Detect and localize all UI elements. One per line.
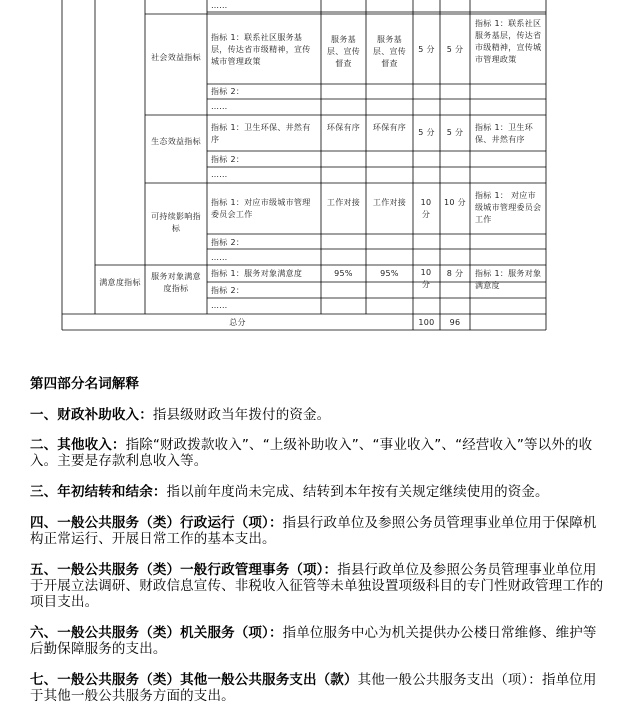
- term-desc: 指除“财政拨款收入”、“上级补助收入”、“事业收入”、“经营收入”等以外的收入。主要是存款利息收入等。: [30, 437, 593, 469]
- satisfaction-label: 服务对象满意度指标: [151, 272, 201, 293]
- term-name: 六、一般公共服务（类）机关服务（项）：: [30, 625, 283, 641]
- sustain-actual: 工作对接: [372, 198, 407, 207]
- satisfaction-target: 95%: [334, 269, 353, 278]
- eco-dots: ……: [211, 170, 228, 179]
- term-item: [30, 672, 608, 704]
- social-weight: 5 分: [418, 45, 435, 54]
- sustain-indicator-1: 指标 1：对应市级城市管理委员会工作: [211, 198, 311, 219]
- satisfaction-score: 8 分: [446, 269, 464, 278]
- sustain-dots: ……: [211, 253, 228, 262]
- total-weight: 100: [418, 318, 435, 327]
- satisfaction-weight: 10 分: [420, 268, 432, 289]
- satisfaction-indicator-1: 指标 1：服务对象满意度: [211, 269, 303, 278]
- social-benefit-label: 社会效益指标: [151, 53, 201, 62]
- term-desc: 指县行政单位及参照公务员管理事业单位用于开展立法调研、财政信息宣传、非税收入征管等未单独设置项级科目的专门性财政管理工作的项目支出。: [30, 562, 604, 610]
- sustain-target: 工作对接: [326, 198, 361, 207]
- term-item: [30, 437, 608, 469]
- total-label: 总分: [229, 318, 246, 327]
- social-target: 服务基层、宣传督查: [326, 35, 361, 68]
- term-desc: 指单位服务中心为机关提供办公楼日常维修、维护等后勤保障服务的支出。: [30, 625, 597, 657]
- social-note: 指标 1：联系社区服务基层，传达省市级精神，宣传城市管理政策: [475, 19, 542, 64]
- eco-indicator-1: 指标 1：卫生环保、井然有序: [211, 123, 311, 144]
- social-indicator-2: 指标 2：: [211, 87, 245, 96]
- term-name: 五、一般公共服务（类）一般行政管理事务（项）：: [30, 562, 338, 578]
- sustain-note: 指标 1： 对应市级城市管理委员会工作: [475, 191, 542, 224]
- eco-benefit-label: 生态效益指标: [151, 137, 201, 146]
- section-title: 第四部分名词解释: [30, 376, 140, 392]
- satisfaction-dots: ……: [211, 301, 228, 310]
- row-dots-top: ……: [211, 1, 228, 10]
- term-desc: 指县级财政当年拨付的资金。: [152, 407, 331, 423]
- performance-table: [0, 0, 634, 340]
- eco-actual: 环保有序: [372, 123, 407, 132]
- term-name: 二、其他收入：: [30, 437, 126, 453]
- eco-target: 环保有序: [326, 123, 361, 132]
- sustain-score: 10 分: [444, 198, 466, 207]
- eco-weight: 5 分: [418, 128, 435, 137]
- social-indicator-1: 指标 1：联系社区服务基层，传达省市级精神，宣传城市管理政策: [211, 33, 311, 66]
- term-desc: 指以前年度尚未完成、结转到本年按有关规定继续使用的资金。: [166, 484, 549, 500]
- sustain-label: 可持续影响指标: [151, 212, 201, 233]
- satisfaction-category: 满意度指标: [99, 278, 141, 287]
- eco-score: 5 分: [446, 128, 464, 137]
- social-actual: 服务基层、宣传督查: [372, 35, 407, 68]
- sustain-weight: 10 分: [420, 198, 432, 219]
- eco-note: 指标 1：卫生环保、井然有序: [475, 123, 534, 144]
- eco-indicator-2: 指标 2：: [211, 155, 245, 164]
- term-item: [30, 407, 608, 423]
- term-item: [30, 484, 608, 500]
- sustain-indicator-2: 指标 2：: [211, 238, 245, 247]
- satisfaction-indicator-2: 指标 2：: [211, 286, 245, 295]
- term-name: 四、一般公共服务（类）行政运行（项）：: [30, 515, 283, 531]
- term-name: 三、年初结转和结余：: [30, 484, 167, 500]
- total-score: 96: [449, 318, 461, 327]
- term-desc: 指县行政单位及参照公务员管理事业单位用于保障机构正常运行、开展日常工作的基本支出。: [30, 515, 597, 547]
- term-desc: 其他一般公共服务支出（项）：指单位用于其他一般公共服务方面的支出。: [30, 672, 597, 704]
- satisfaction-actual: 95%: [380, 269, 399, 278]
- term-name: 一、财政补助收入：: [30, 407, 153, 423]
- social-dots: ……: [211, 102, 228, 111]
- term-item: [30, 625, 608, 657]
- term-item: [30, 562, 608, 610]
- satisfaction-note: 指标 1：服务对象满意度: [475, 269, 542, 290]
- social-score: 5 分: [446, 45, 464, 54]
- term-name: 七、一般公共服务（类）其他一般公共服务支出（款）: [30, 672, 358, 688]
- term-item: [30, 515, 608, 547]
